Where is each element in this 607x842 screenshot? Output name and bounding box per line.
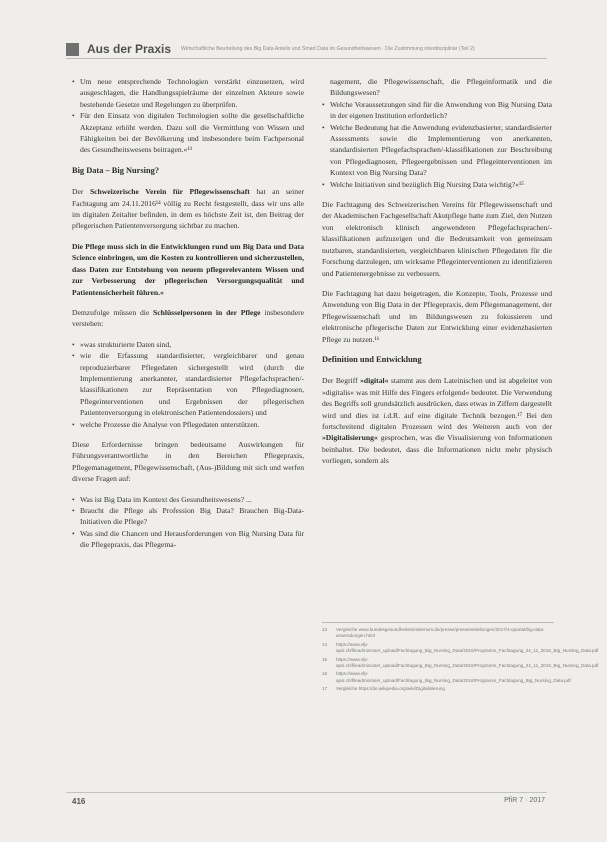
- list-item: • Was sind die Chancen und Herausforderungen von Big Nursing Data für die Pflegepraxis, das Pflegema-: [72, 528, 304, 551]
- left-column: [72, 76, 304, 560]
- footer-rule: [66, 792, 547, 793]
- running-title: Wirtschaftliche Beurteilung des Big Data Anteils und Smart Data im Gesundheitswesen · Die Zustimmung interdisziplinär (Teil 2): [181, 46, 475, 52]
- bullet-list-3: [72, 494, 304, 551]
- list-item: • Was ist Big Data im Kontext des Gesundheitswesens? ...: [72, 494, 304, 505]
- section-marker: [66, 43, 79, 56]
- list-item: • Um neue entsprechende Technologien verstärkt einzusetzen, wird ausgeschlagen, die Handlungsspielräume der einzelnen Akteure sowie bestehende Gesetze und Regelungen zu überprüfen.: [72, 76, 304, 110]
- bullet-list-4: [322, 99, 552, 190]
- right-column: [322, 76, 552, 476]
- list-item: • Welche Voraussetzungen sind für die Anwendung von Big Nursing Data in der eigenen Institution erforderlich?: [322, 99, 552, 122]
- paragraph-emphasis: Die Pflege muss sich in die Entwicklungen rund um Big Data und Data Science einbringen, um die Kosten zu kontrollieren und sicherzustellen, dass Daten zur Entstehung von neuem pflegerelevantem Wissen und zur Verbesserung der pflegerischen Versorgungsqualität und Patientensicherheit führen.«: [72, 241, 304, 297]
- paragraph: Die Fachtagung hat dazu beigetragen, die Konzepte, Tools, Prozesse und Anwendung von Big Data in der Pflegepraxis, dem Pflegemanagement, der Pflegewissenschaft und im Bildungswesen zu fokussieren und elektronische pflegerische Daten zur Entwicklung einer evidenzbasierten Pflege zu nutzen.¹⁶: [322, 288, 552, 344]
- heading-definition: Definition und Entwicklung: [322, 354, 422, 364]
- paragraph-continuation: nagement, die Pflegewissenschaft, die Pflegeinformatik und die Bildungswesen?: [330, 77, 552, 98]
- paragraph: Die Fachtagung des Schweizerischen Vereins für Pflegewissenschaft und der Akademischen Fachgesellschaft Akutpflege hatte zum Ziel, den Nutzen von elektronisch klinisch angewendeten Pflegefachsprachen/-klassifikationen aufzuzeigen und die Bedeutsamkeit von gemeinsam nutzbaren, standardisierten, vergleichbaren klinischen Pflegedaten für die Forschung darzulegen, um wirksame Pflegeinterventionen zu identifizieren und Patientenergebnisse zu verbessern.: [322, 200, 552, 278]
- paragraph: Der Begriff »digital« stammt aus dem Lateinischen und ist abgeleitet von »digitalis« was mit Hilfe des Fingers erfolgend« bedeutet. Die Verwendung des Begriffs soll grundsätzlich ausdrücken, dass etwas in Ziffern dargestellt wird und dies ist i.d.R. auf eine digitale Technik bezogen.¹⁷ Bei den fortschreitend digitalen Prozessen wird des Weiteren auch von der »Digitalisierung« gesprochen, was die Visualisierung von Informationen beinhaltet. Die bedeutet, dass die Informationen nicht mehr physisch vorliegen, sondern als: [322, 376, 552, 466]
- footnote: 14 https://www.vfp-apsi.ch/fileadmin/user_upload/Fachtagung_Big_Nursing_Data/2016/Programm_Fachtagung_24_11_2016_Big_Nursing_Data.pdf: [322, 641, 599, 654]
- heading-big-data: Big Data – Big Nursing?: [72, 165, 160, 175]
- footnote: 17 Vergleiche https://de.wikipedia.org/wiki/Digitalisierung: [322, 686, 445, 692]
- paragraph: Der Schweizerische Verein für Pflegewissenschaft hat an seiner Fachtagung am 24.11.2016¹⁴ völlig zu Recht festgestellt, dass wir uns alle im digitalen Zeitalter befinden, in dem es höchste Zeit ist, den Beitrag der pflegerischen Patientenversorgung sichtbar zu machen.: [72, 187, 304, 231]
- section-title: Aus der Praxis: [87, 42, 172, 56]
- bullet-list-1: [72, 76, 304, 156]
- footnote: 15 https://www.vfp-apsi.ch/fileadmin/user_upload/Fachtagung_Big_Nursing_Data/2016/Programm_Fachtagung_24_11_2016_Big_Nursing_Data.pdf: [322, 656, 599, 669]
- footnote: 13 Vergleiche www.bundesgesundheitsministerium.de/presse/pressemitteilungen/2017/4-quartal/big-data-anwendungen.html: [322, 627, 545, 639]
- footnote: 16 https://www.vfp-apsi.ch/fileadmin/user_upload/Fachtagung_Big_Nursing_Data/2016/Programm_Fachtagung_Big_Nursing_Data.pdf: [322, 671, 571, 683]
- list-item: • wie die Erfassung standardisierter, vergleichbarer und genau reproduzierbarer Pflegedaten sichergestellt wird (durch die Implementierung anerkannter, standardisierter Pflegefachsprachen/-klassifikationen zur Repräsentation von Pflegediagnosen, Pflegeinterventionen und Ergebnissen der pflegerischen Patientenversorgung in elektronischen Patientendossiers) und: [72, 350, 304, 418]
- paragraph: Demzufolge müssen die Schlüsselpersonen in der Pflege insbesondere verstehen:: [72, 307, 304, 329]
- journal-issue: PfiR 7 · 2017: [504, 797, 545, 804]
- page-number: 416: [72, 797, 86, 806]
- bullet-list-2: [72, 339, 304, 430]
- list-item: • welche Prozesse die Analyse von Pflegedaten unterstützen.: [72, 419, 304, 430]
- list-item: • Braucht die Pflege als Profession Big Data? Brauchen Big-Data-Initiativen die Pflege?: [72, 505, 304, 528]
- list-item: • Welche Bedeutung hat die Anwendung evidenzbasierter, standardisierter Assessments sowie die Implementierung von anerkannten, standardisierten Pflegefachsprachen/-klassifikationen zur Beschreibung von Pflegediagnosen, Pflegeergebnissen und Pflegeinterventionen im Kontext von Big Nursing Data?: [322, 122, 552, 179]
- list-item: • »was strukturierte Daten sind,: [72, 339, 304, 350]
- paragraph: Diese Erfordernisse bringen bedeutsame Auswirkungen für Führungsverantwortliche in den Bereichen Pflegepraxis, Pflegemanagement, Pflegewissenschaft, (Aus-)Bildung mit sich und werfen diverse Fragen auf:: [72, 439, 304, 484]
- list-item: • Welche Initiativen sind bezüglich Big Nursing Data wichtig?«¹⁵: [322, 179, 552, 190]
- footnotes: [322, 622, 599, 695]
- running-header: [66, 40, 547, 59]
- list-item: • Für den Einsatz von digitalen Technologien sollte die gesellschaftliche Akzeptanz erhöht werden. Dazu soll die Vermittlung von Wissen und Fähigkeiten bei der Bevölkerung und insbesondere beim Fachpersonal des Gesundheitswesens beitragen.«¹³: [72, 110, 304, 156]
